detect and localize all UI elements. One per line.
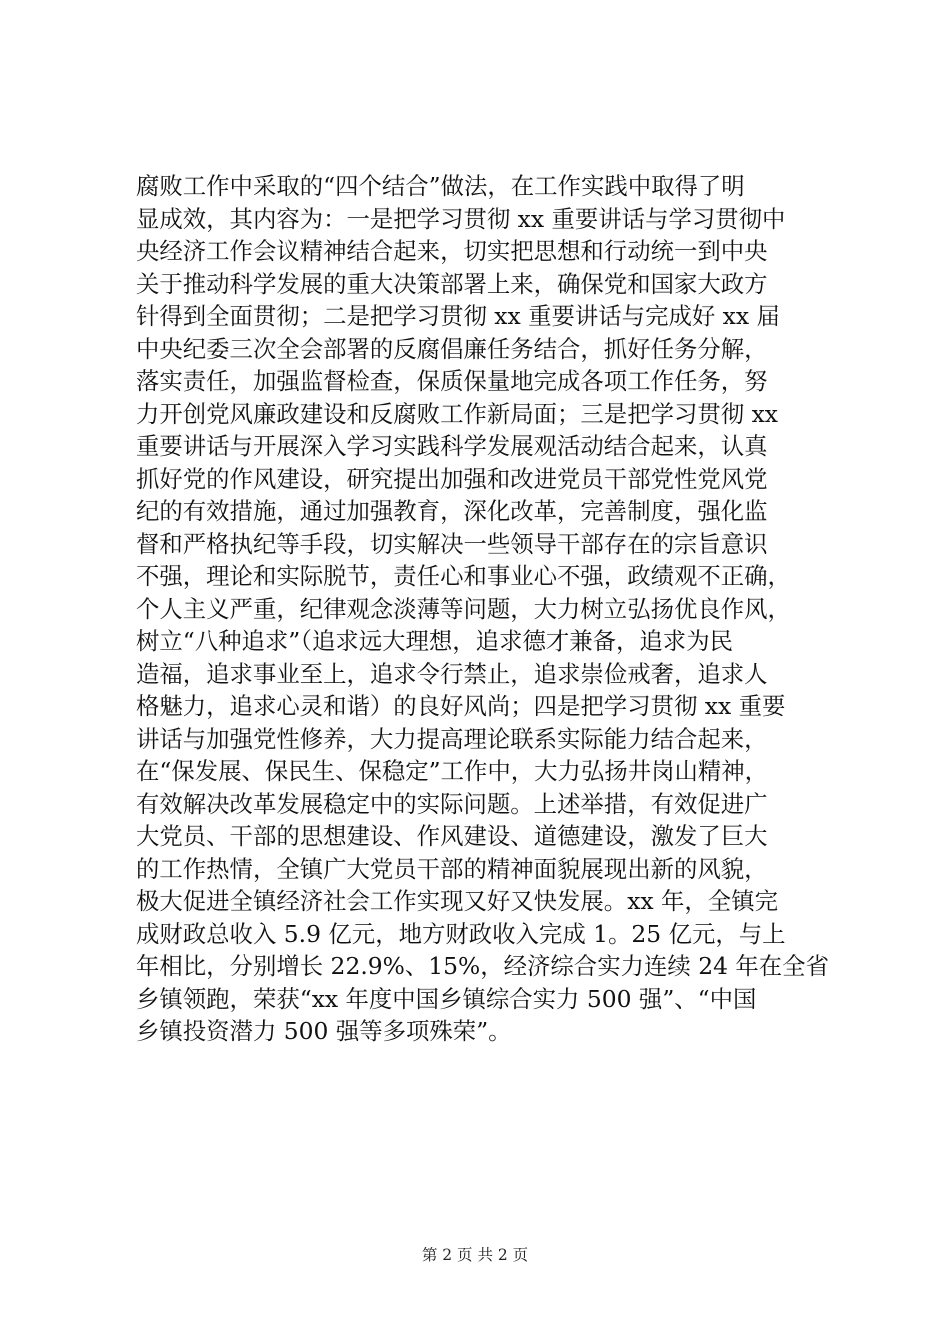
text-line: 央经济工作会议精神结合起来，切实把思想和行动统一到中央 [136,237,768,265]
text-line: 落实责任，加强监督检查，保质保量地完成各项工作任务，努 [136,367,768,395]
text-line: 年相比，分别增长 22.9%、15%，经济综合实力连续 24 年在全省 [136,952,829,980]
text-line: 讲话与加强党性修养，大力提高理论联系实际能力结合起来， [136,724,768,753]
text-line: 在“保发展、保民生、保稳定”工作中，大力弘扬井岗山精神， [136,757,769,785]
body-paragraph [136,170,836,1048]
text-line: 树立“八种追求”（追求远大理想，追求德才兼备，追求为民 [136,627,733,655]
text-line: 造福，追求事业至上，追求令行禁止，追求崇俭戒奢，追求人 [136,659,768,688]
text-line: 有效解决改革发展稳定中的实际问题。上述举措，有效促进广 [136,789,768,818]
text-line: 大党员、干部的思想建设、作风建设、道德建设，激发了巨大 [136,822,768,850]
text-line: 成财政总收入 5.9 亿元，地方财政收入完成 1。25 亿元，与上 [136,919,786,948]
text-line: 格魅力，追求心灵和谐）的良好风尚；四是把学习贯彻 xx 重要 [136,692,786,720]
text-line: 关于推动科学发展的重大决策部署上来，确保党和国家大政方 [136,269,768,298]
text-line: 抓好党的作风建设，研究提出加强和改进党员干部党性党风党 [136,464,768,493]
text-line: 显成效，其内容为：一是把学习贯彻 xx 重要讲话与学习贯彻中 [136,204,786,233]
text-line: 的工作热情，全镇广大党员干部的精神面貌展现出新的风貌， [136,854,768,883]
page-footer: 第 2 页 共 2 页 [421,1246,529,1264]
text-line: 腐败工作中采取的“四个结合”做法，在工作实践中取得了明 [136,172,745,200]
text-line: 力开创党风廉政建设和反腐败工作新局面；三是把学习贯彻 xx [136,399,778,428]
text-line: 乡镇投资潜力 500 强等多项殊荣”。 [136,1017,512,1045]
text-line: 不强，理论和实际脱节，责任心和事业心不强，政绩观不正确， [136,562,791,590]
text-line: 纪的有效措施，通过加强教育，深化改革，完善制度，强化监 [136,497,768,525]
text-line: 督和严格执纪等手段，切实解决一些领导干部存在的宗旨意识 [136,529,768,558]
text-line: 极大促进全镇经济社会工作实现又好又快发展。xx 年，全镇完 [136,887,778,915]
text-line: 针得到全面贯彻；二是把学习贯彻 xx 重要讲话与完成好 xx 届 [136,302,780,330]
text-line: 个人主义严重，纪律观念淡薄等问题，大力树立弘扬优良作风， [136,594,791,623]
text-line: 重要讲话与开展深入学习实践科学发展观活动结合起来，认真 [136,432,768,460]
text-line: 中央纪委三次全会部署的反腐倡廉任务结合，抓好任务分解， [136,334,768,363]
text-line: 乡镇领跑，荣获“xx 年度中国乡镇综合实力 500 强”、“中国 [136,984,757,1013]
